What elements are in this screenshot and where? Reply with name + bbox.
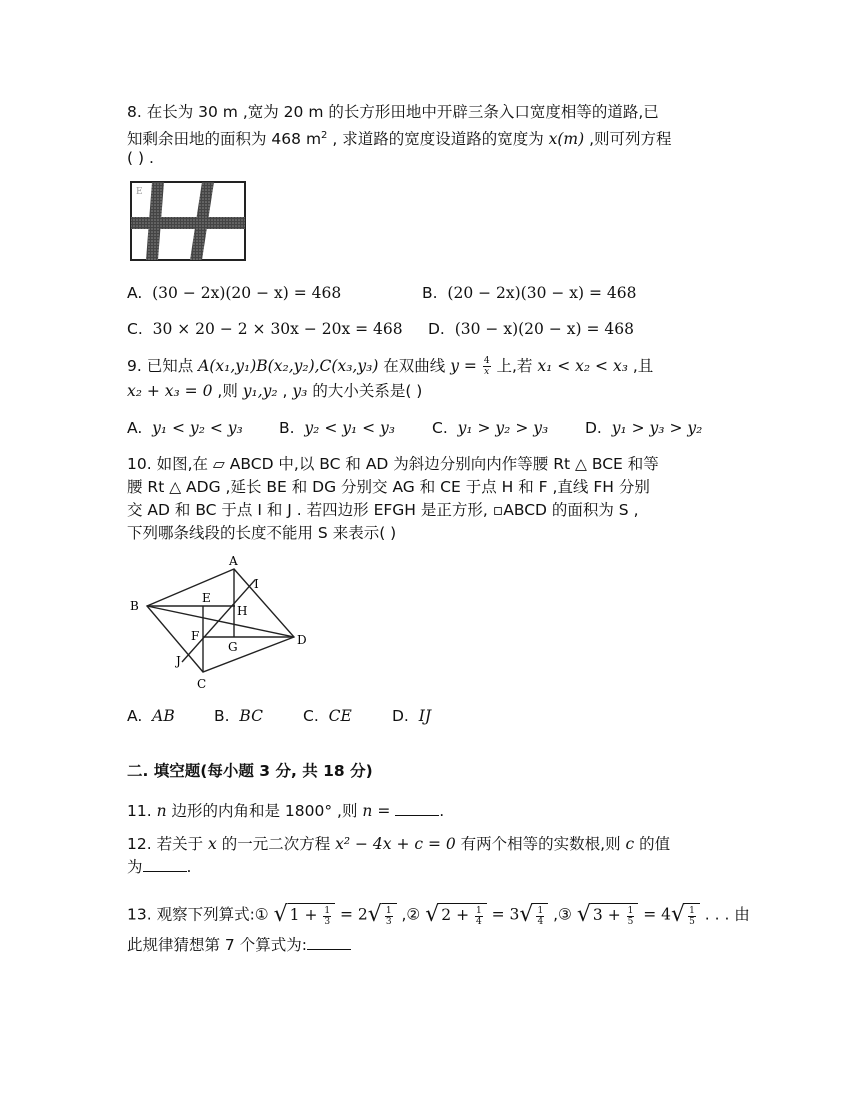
label-a: A xyxy=(229,554,238,568)
q10-line-1: 10. 如图,在 ▱ ABCD 中,以 BC 和 AD 为斜边分别向内作等腰 Rt △ BCE 和等 xyxy=(127,455,659,473)
q11-answer-blank xyxy=(395,801,439,816)
label-c: C xyxy=(197,677,207,691)
q8-option-b: B. (20 − 2x)(30 − x) = 468 xyxy=(422,284,637,302)
figure-faint-label: E xyxy=(136,187,143,197)
q10-line-3: 交 AD 和 BC 于点 I 和 J . 若四边形 EFGH 是正方形, ▫ABCD 的面积为 S , xyxy=(127,501,639,519)
q9-line-1: 9. 已知点 A(x₁,y₁)B(x₂,y₂),C(x₃,y₃) 在双曲线 y = $\frac{4}{x}$ 上,若 x₁ < x₂ < x₃ ,且 xyxy=(127,356,654,377)
q9-option-a: A. y₁ < y₂ < y₃ xyxy=(127,419,243,437)
q13-line-2: 此规律猜想第 7 个算式为: xyxy=(127,934,351,956)
q8-line-2: 知剩余田地的面积为 468 $m^2$ , 求道路的宽度设道路的宽度为 x(m) ,则可列方程 xyxy=(127,130,672,149)
q8-field-figure xyxy=(130,180,247,263)
q10-option-a: A. AB xyxy=(127,707,175,725)
label-f: F xyxy=(191,629,200,643)
q12-line-1: 12. 若关于 x 的一元二次方程 x² − 4x + c = 0 有两个相等的实数根,则 c 的值 xyxy=(127,835,671,853)
q9-line-2: x₂ + x₃ = 0 ,则 y₁,y₂ , y₃ 的大小关系是( ) xyxy=(127,382,423,400)
q13-answer-blank xyxy=(307,935,351,950)
q9-option-b: B. y₂ < y₁ < y₃ xyxy=(279,419,396,437)
label-g: G xyxy=(228,640,238,654)
q12-line-2: 为 . xyxy=(127,858,192,876)
q10-option-b: B. BC xyxy=(214,707,263,725)
label-b: B xyxy=(130,599,139,613)
q8-option-c: C. 30 × 20 − 2 × 30x − 20x = 468 xyxy=(127,320,403,338)
q8-line-1: 8. 在长为 30 m ,宽为 20 m 的长方形田地中开辟三条入口宽度相等的道路,已 xyxy=(127,103,659,121)
q13-line-1: 13. 观察下列算式:① √ 1 + $\frac{1}{3}$ = 2√ $\frac{1}{3}$ ,② √ 2 + $\frac{1}{4}$ = 3√ $\frac{1}{4}$ ,③ √ 3 + $\frac{1}{5}$ = 4√ $\frac{1}{5}$ . . . 由 xyxy=(127,902,750,927)
curve-fraction: $\frac{4}{x}$ xyxy=(483,356,490,377)
parallelogram-abcd xyxy=(147,569,294,672)
label-d: D xyxy=(297,633,307,647)
q10-line-4: 下列哪条线段的长度不能用 S 来表示( ) xyxy=(127,524,397,542)
label-h: H xyxy=(237,604,248,618)
q11-line: 11. n 边形的内角和是 1800° ,则 n = . xyxy=(127,802,445,820)
q13-expr-2: √ 2 + $\frac{1}{4}$ xyxy=(425,903,486,927)
q10-option-d: D. IJ xyxy=(392,707,432,725)
q10-line-2: 腰 Rt △ ADG ,延长 BE 和 DG 分别交 AG 和 CE 于点 H 和 F ,直线 FH 分别 xyxy=(127,478,650,496)
horizontal-road xyxy=(131,217,245,229)
q13-expr-3: √ 3 + $\frac{1}{5}$ xyxy=(577,903,638,927)
segment-ij xyxy=(182,580,255,662)
q8-line-3: ( ) . xyxy=(127,149,154,167)
q9-option-d: D. y₁ > y₃ > y₂ xyxy=(585,419,703,437)
q8-option-a: A. (30 − 2x)(20 − x) = 468 xyxy=(127,284,342,302)
q10-option-c: C. CE xyxy=(303,707,352,725)
label-j: J xyxy=(176,654,181,668)
label-i: I xyxy=(254,577,259,591)
q9-option-c: C. y₁ > y₂ > y₃ xyxy=(432,419,549,437)
q13-expr-1: √ 1 + $\frac{1}{3}$ xyxy=(274,903,335,927)
q8-option-d: D. (30 − x)(20 − x) = 468 xyxy=(428,320,634,338)
section-2-title: 二. 填空题(每小题 3 分, 共 18 分) xyxy=(127,762,373,780)
q10-geometry-figure xyxy=(127,552,322,697)
label-e: E xyxy=(202,591,211,605)
q12-answer-blank xyxy=(143,857,187,872)
